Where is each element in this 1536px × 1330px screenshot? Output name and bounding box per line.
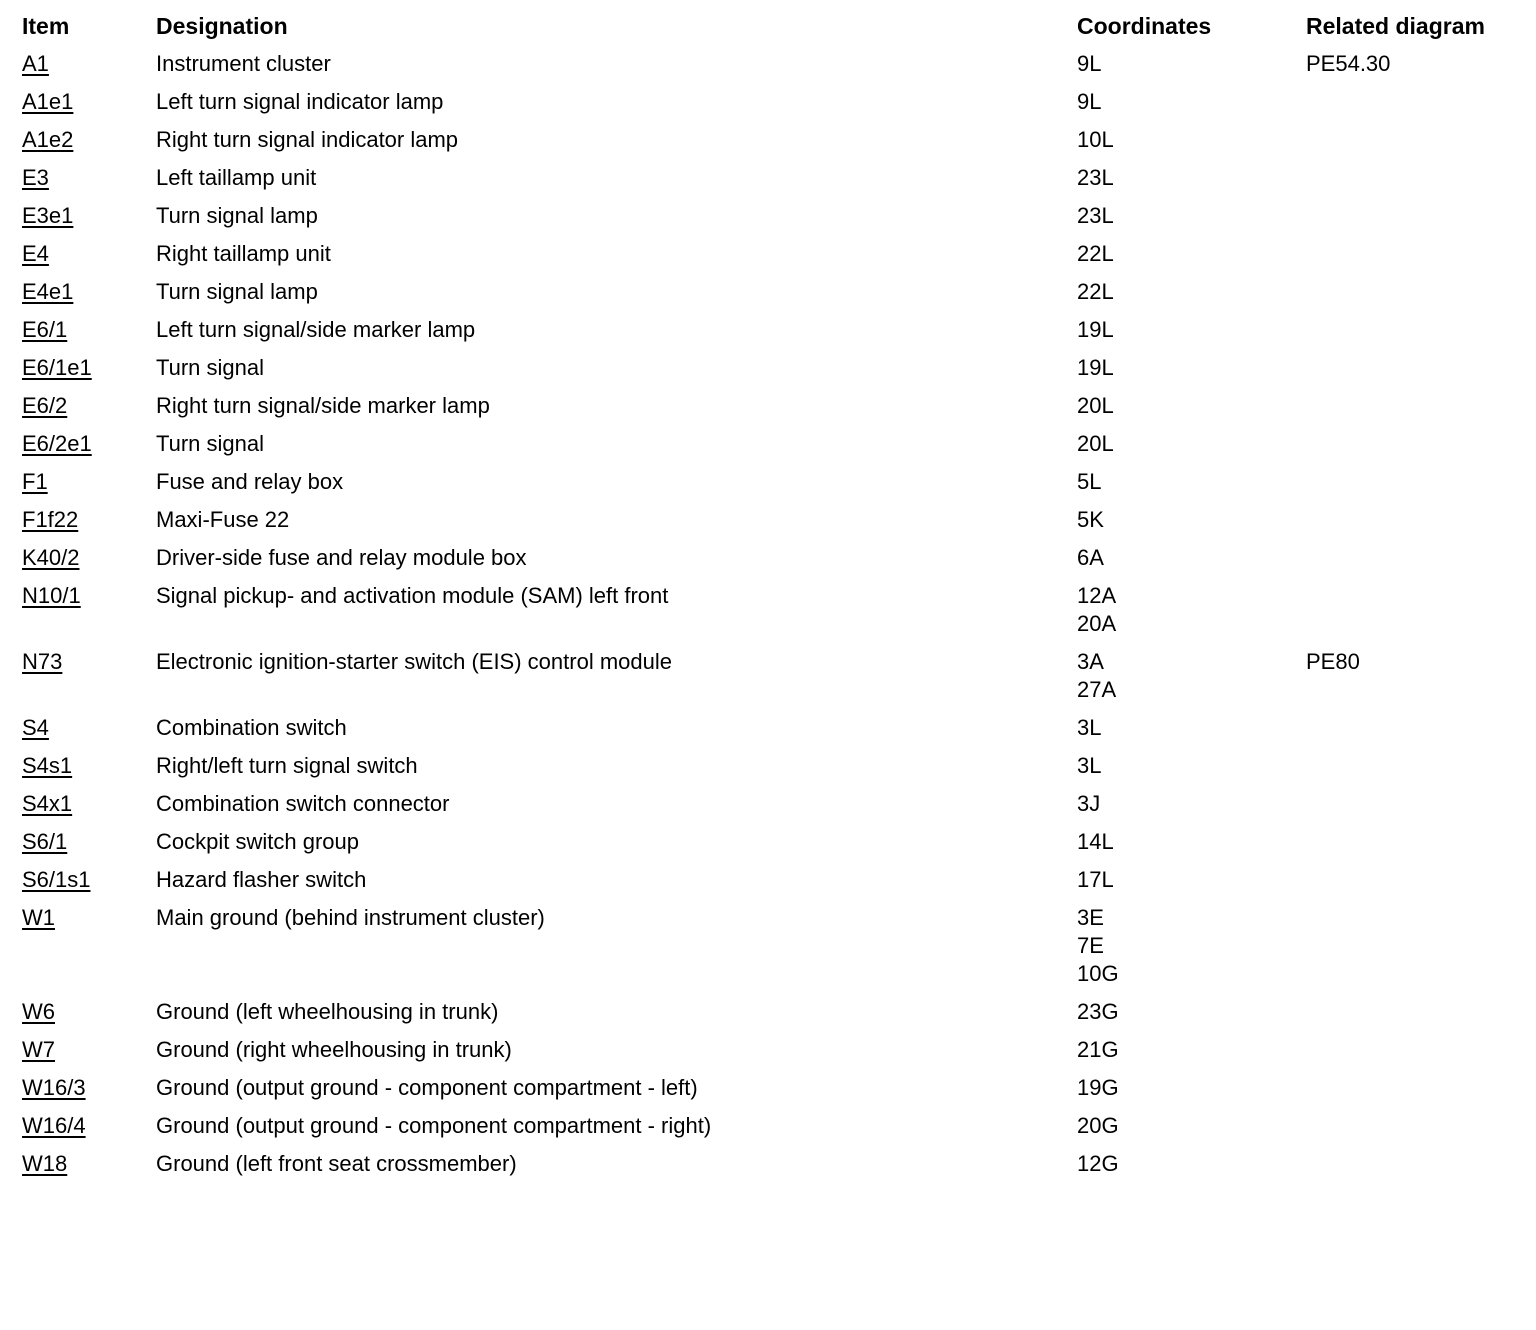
designation-cell: Right turn signal/side marker lamp (156, 393, 490, 418)
coordinate-value: 20G (1077, 1113, 1119, 1138)
coordinate-value: 10L (1077, 127, 1114, 152)
table-row (22, 202, 1522, 240)
designation-cell: Right taillamp unit (156, 241, 331, 266)
item-link[interactable]: W6 (22, 999, 55, 1024)
coordinate-value: 21G (1077, 1037, 1119, 1062)
coordinates-cell (1077, 316, 1306, 344)
designation-cell: Right turn signal indicator lamp (156, 127, 459, 152)
item-link[interactable]: W18 (22, 1151, 68, 1176)
item-cell (22, 240, 156, 268)
item-link[interactable]: S4 (22, 715, 49, 740)
coordinates-cell (1077, 790, 1306, 818)
coordinates-cell (1077, 468, 1306, 496)
table-row (22, 1150, 1522, 1188)
designation-cell: Cockpit switch group (156, 829, 359, 854)
item-cell (22, 904, 156, 932)
table-row (22, 88, 1522, 126)
header-item: Item (22, 13, 70, 39)
coordinates-cell (1077, 648, 1306, 704)
designation-cell: Turn signal (156, 355, 265, 380)
component-table (22, 10, 1522, 1188)
designation-cell: Driver-side fuse and relay module box (156, 545, 527, 570)
item-cell (22, 126, 156, 154)
item-link[interactable]: W7 (22, 1037, 55, 1062)
coordinates-cell (1077, 828, 1306, 856)
item-cell (22, 648, 156, 676)
item-link[interactable]: E3e1 (22, 203, 74, 228)
designation-cell: Ground (output ground - component compartment - right) (156, 1113, 712, 1138)
table-row (22, 648, 1522, 714)
related-diagram-cell: PE80 (1306, 649, 1360, 674)
designation-cell: Turn signal (156, 431, 265, 456)
designation-cell: Ground (left wheelhousing in trunk) (156, 999, 499, 1024)
designation-cell: Maxi-Fuse 22 (156, 507, 290, 532)
designation-cell: Combination switch connector (156, 791, 450, 816)
coordinates-cell (1077, 714, 1306, 742)
coordinate-value: 3L (1077, 753, 1102, 778)
designation-cell: Hazard flasher switch (156, 867, 367, 892)
related-diagram-cell: PE54.30 (1306, 51, 1391, 76)
coordinate-value: 17L (1077, 867, 1114, 892)
item-cell (22, 88, 156, 116)
table-row (22, 126, 1522, 164)
designation-cell: Combination switch (156, 715, 347, 740)
item-cell (22, 1036, 156, 1064)
item-link[interactable]: A1e2 (22, 127, 74, 152)
table-row (22, 790, 1522, 828)
designation-cell: Fuse and relay box (156, 469, 344, 494)
designation-cell: Instrument cluster (156, 51, 331, 76)
table-row (22, 164, 1522, 202)
item-cell (22, 790, 156, 818)
coordinate-value: 3A (1077, 649, 1104, 674)
item-link[interactable]: E6/2e1 (22, 431, 92, 456)
coordinates-cell (1077, 88, 1306, 116)
coordinate-value: 19L (1077, 355, 1114, 380)
coordinates-cell (1077, 544, 1306, 572)
coordinate-value: 5K (1077, 507, 1104, 532)
coordinate-value: 20L (1077, 431, 1114, 456)
item-cell (22, 1150, 156, 1178)
item-cell (22, 506, 156, 534)
coordinate-value: 22L (1077, 241, 1114, 266)
item-link[interactable]: F1 (22, 469, 48, 494)
item-link[interactable]: S6/1s1 (22, 867, 91, 892)
designation-cell: Signal pickup- and activation module (SAM) left front (156, 583, 669, 608)
coordinate-value: 3J (1077, 791, 1101, 816)
designation-cell: Left turn signal indicator lamp (156, 89, 444, 114)
coordinate-value: 27A (1077, 677, 1117, 702)
item-link[interactable]: S6/1 (22, 829, 68, 854)
item-cell (22, 278, 156, 306)
coordinates-cell (1077, 164, 1306, 192)
header-related-diagram: Related diagram (1306, 13, 1485, 39)
designation-cell: Main ground (behind instrument cluster) (156, 905, 545, 930)
table-row (22, 904, 1522, 998)
item-cell (22, 50, 156, 78)
coordinates-cell (1077, 582, 1306, 638)
item-link[interactable]: E4 (22, 241, 49, 266)
designation-cell: Right/left turn signal switch (156, 753, 418, 778)
item-cell (22, 202, 156, 230)
coordinate-value: 14L (1077, 829, 1114, 854)
table-row (22, 468, 1522, 506)
coordinate-value: 3L (1077, 715, 1102, 740)
table-row (22, 1112, 1522, 1150)
item-cell (22, 866, 156, 894)
table-row (22, 752, 1522, 790)
item-cell (22, 1112, 156, 1140)
item-cell (22, 316, 156, 344)
coordinates-cell (1077, 50, 1306, 78)
item-cell (22, 714, 156, 742)
item-link[interactable]: S4x1 (22, 791, 73, 816)
table-row (22, 714, 1522, 752)
item-cell (22, 392, 156, 420)
item-link[interactable]: K40/2 (22, 545, 80, 570)
table-row (22, 544, 1522, 582)
table-row (22, 354, 1522, 392)
table-row (22, 1036, 1522, 1074)
item-cell (22, 998, 156, 1026)
designation-cell: Turn signal lamp (156, 279, 318, 304)
coordinate-value: 10G (1077, 961, 1119, 986)
designation-cell: Electronic ignition-starter switch (EIS) control module (156, 649, 672, 674)
coordinate-value: 23G (1077, 999, 1119, 1024)
coordinates-cell (1077, 904, 1306, 988)
item-link[interactable]: W16/3 (22, 1075, 86, 1100)
table-row (22, 50, 1522, 88)
table-row (22, 506, 1522, 544)
designation-cell: Left taillamp unit (156, 165, 317, 190)
item-link[interactable]: F1f22 (22, 507, 79, 532)
coordinate-value: 3E (1077, 905, 1104, 930)
item-link[interactable]: A1e1 (22, 89, 74, 114)
coordinates-cell (1077, 752, 1306, 780)
item-cell (22, 354, 156, 382)
item-link[interactable]: W16/4 (22, 1113, 86, 1138)
coordinates-cell (1077, 506, 1306, 534)
coordinates-cell (1077, 354, 1306, 382)
coordinate-value: 20L (1077, 393, 1114, 418)
table-row (22, 316, 1522, 354)
item-cell (22, 430, 156, 458)
item-link[interactable]: N73 (22, 649, 63, 674)
item-link[interactable]: E6/1 (22, 317, 68, 342)
coordinates-cell (1077, 1074, 1306, 1102)
table-row (22, 828, 1522, 866)
table-row (22, 430, 1522, 468)
table-row (22, 278, 1522, 316)
designation-cell: Left turn signal/side marker lamp (156, 317, 476, 342)
item-link[interactable]: E3 (22, 165, 49, 190)
item-link[interactable]: N10/1 (22, 583, 81, 608)
coordinate-value: 22L (1077, 279, 1114, 304)
coordinates-cell (1077, 866, 1306, 894)
coordinates-cell (1077, 430, 1306, 458)
item-link[interactable]: E6/2 (22, 393, 68, 418)
designation-cell: Turn signal lamp (156, 203, 318, 228)
coordinates-cell (1077, 126, 1306, 154)
coordinates-cell (1077, 1150, 1306, 1178)
item-link[interactable]: W1 (22, 905, 55, 930)
table-row (22, 998, 1522, 1036)
coordinates-cell (1077, 1112, 1306, 1140)
header-coordinates: Coordinates (1077, 13, 1212, 39)
coordinate-value: 19G (1077, 1075, 1119, 1100)
item-cell (22, 582, 156, 610)
coordinate-value: 7E (1077, 933, 1104, 958)
coordinate-value: 9L (1077, 51, 1102, 76)
item-link[interactable]: E6/1e1 (22, 355, 92, 380)
coordinate-value: 23L (1077, 165, 1114, 190)
table-row (22, 582, 1522, 648)
item-cell (22, 1074, 156, 1102)
table-row (22, 392, 1522, 430)
designation-cell: Ground (left front seat crossmember) (156, 1151, 517, 1176)
coordinate-value: 6A (1077, 545, 1104, 570)
table-header-row (22, 10, 1522, 50)
designation-cell: Ground (right wheelhousing in trunk) (156, 1037, 512, 1062)
coordinates-cell (1077, 998, 1306, 1026)
table-body (22, 50, 1522, 1188)
item-link[interactable]: A1 (22, 51, 49, 76)
item-link[interactable]: S4s1 (22, 753, 73, 778)
coordinate-value: 20A (1077, 611, 1117, 636)
coordinates-cell (1077, 278, 1306, 306)
coordinate-value: 5L (1077, 469, 1102, 494)
coordinate-value: 9L (1077, 89, 1102, 114)
coordinate-value: 19L (1077, 317, 1114, 342)
item-cell (22, 828, 156, 856)
coordinates-cell (1077, 240, 1306, 268)
coordinates-cell (1077, 202, 1306, 230)
item-cell (22, 468, 156, 496)
coordinates-cell (1077, 1036, 1306, 1064)
item-cell (22, 164, 156, 192)
coordinate-value: 23L (1077, 203, 1114, 228)
coordinates-cell (1077, 392, 1306, 420)
coordinate-value: 12G (1077, 1151, 1119, 1176)
item-link[interactable]: E4e1 (22, 279, 74, 304)
header-designation: Designation (156, 13, 288, 39)
item-cell (22, 752, 156, 780)
designation-cell: Ground (output ground - component compartment - left) (156, 1075, 698, 1100)
coordinate-value: 12A (1077, 583, 1117, 608)
table-row (22, 866, 1522, 904)
table-row (22, 240, 1522, 278)
item-cell (22, 544, 156, 572)
table-row (22, 1074, 1522, 1112)
